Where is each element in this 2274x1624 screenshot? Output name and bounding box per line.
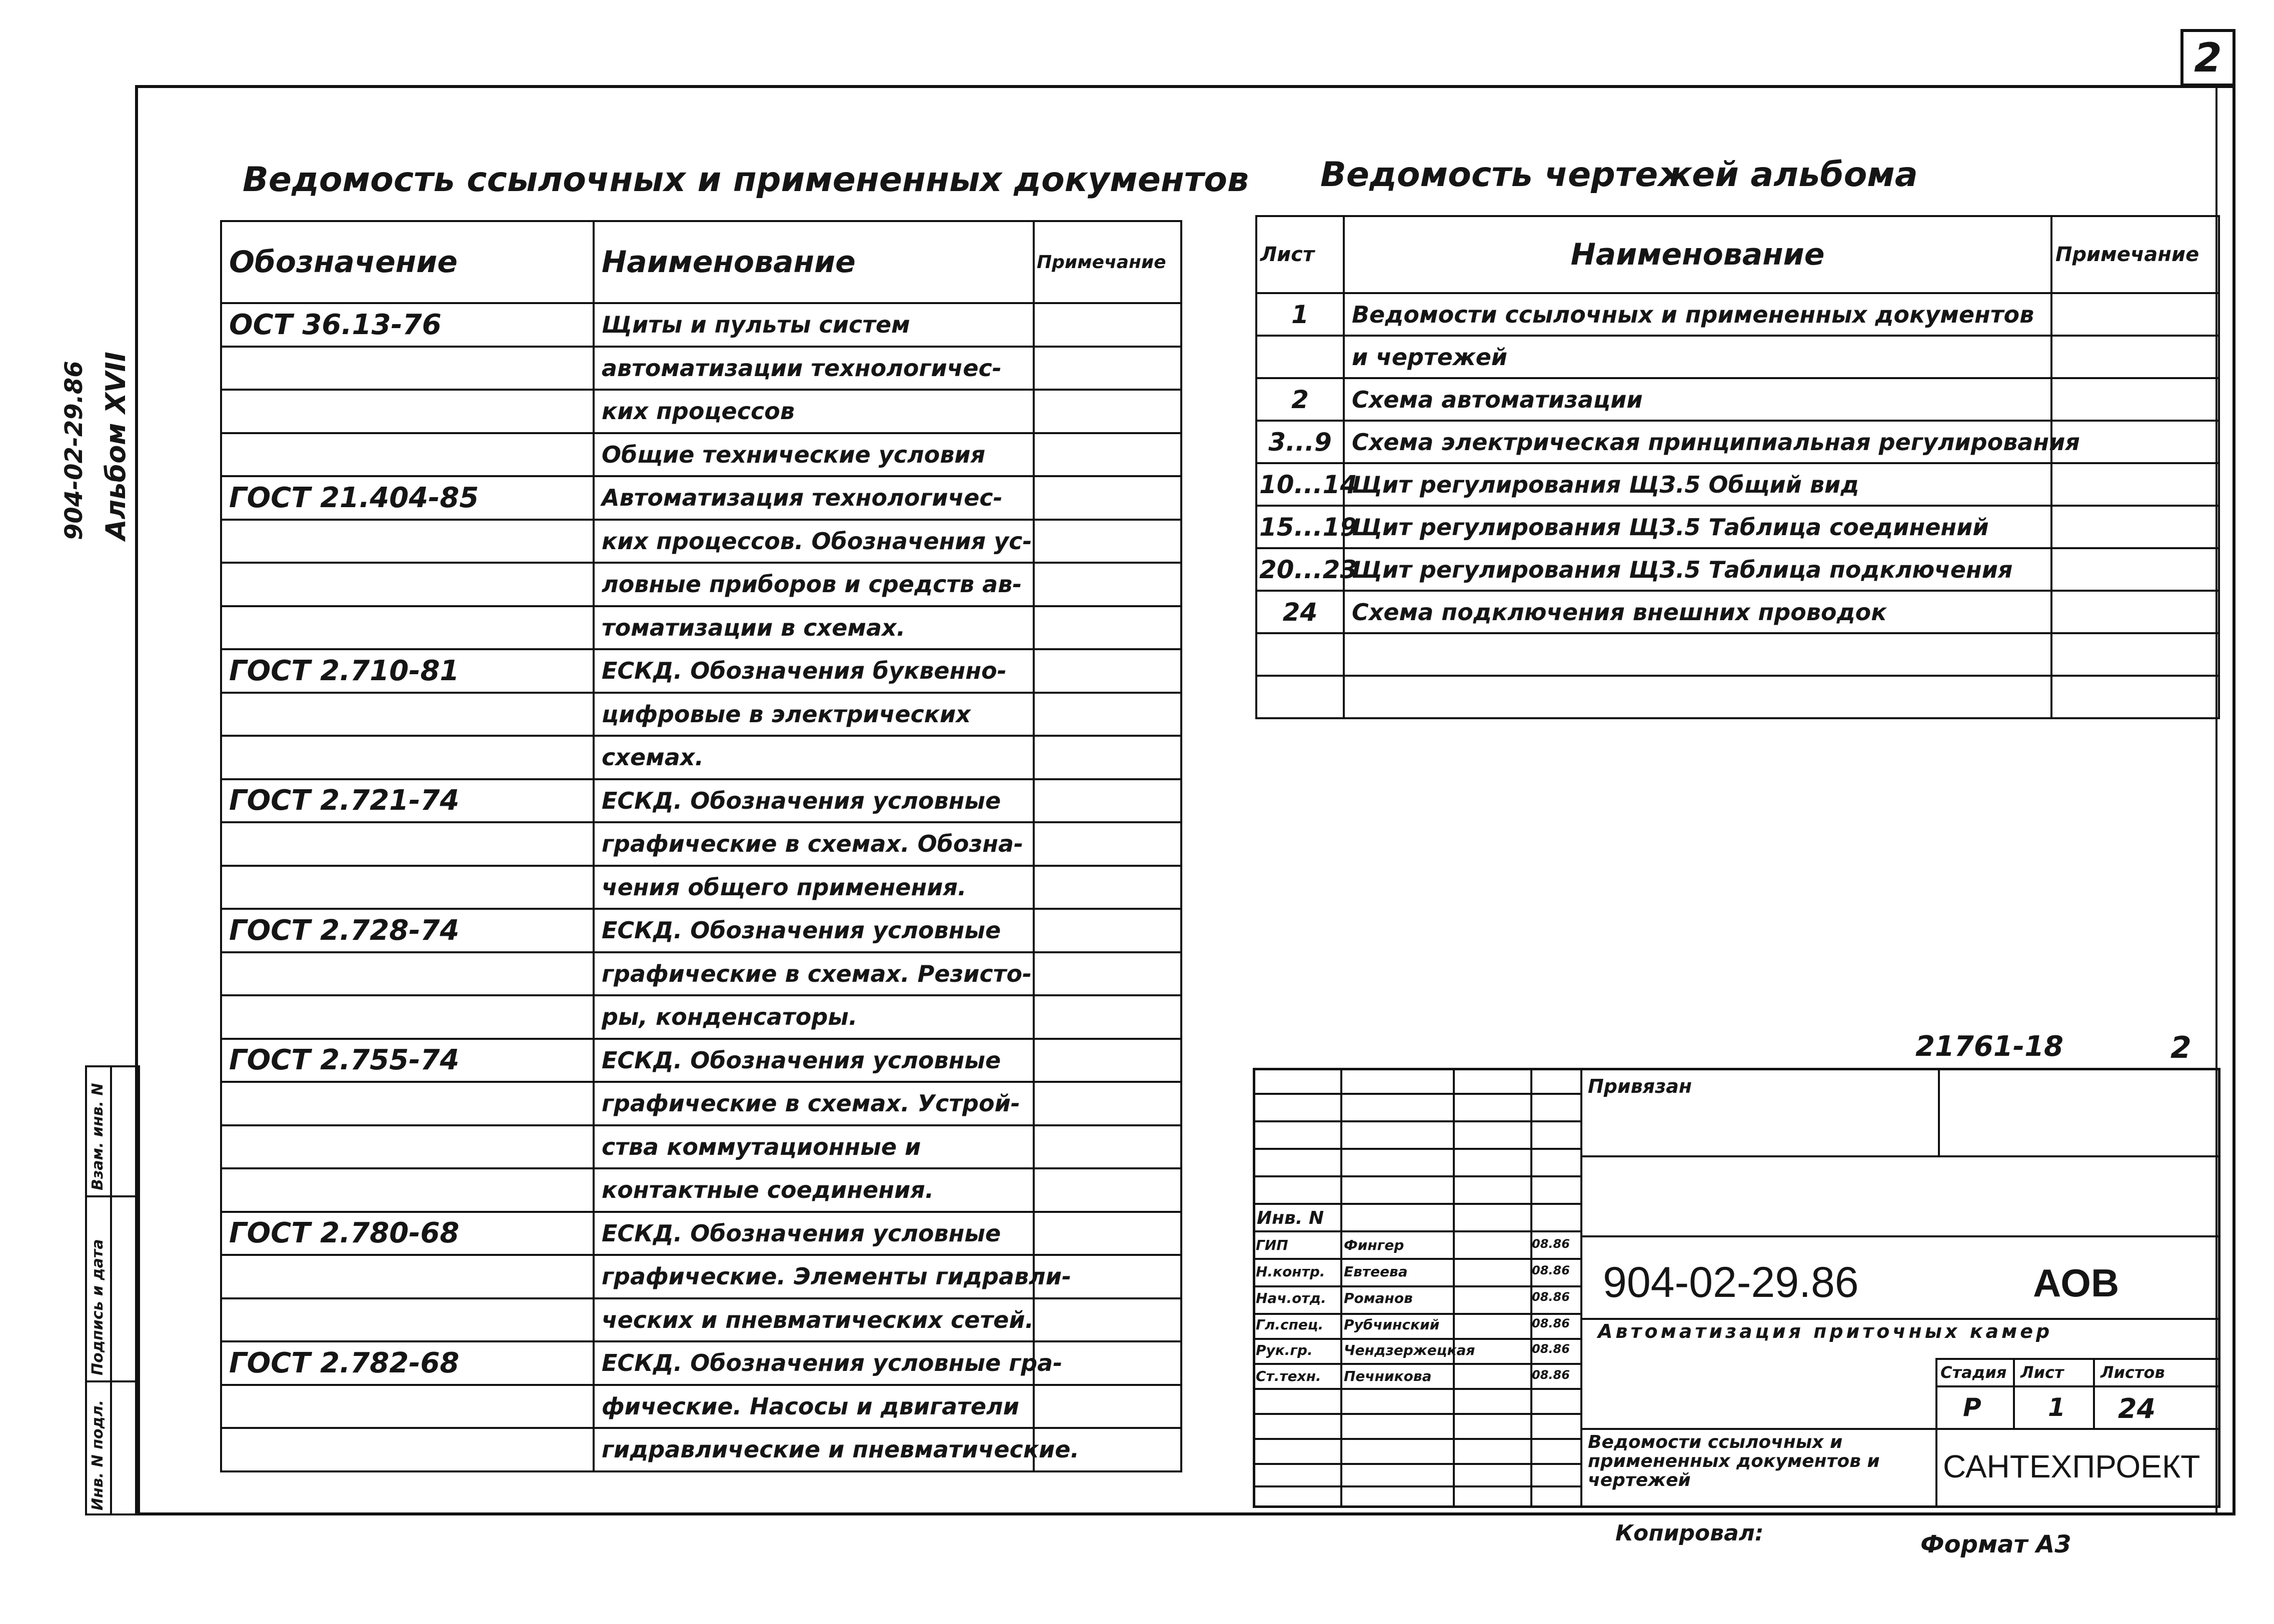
refs-cell: томатизации в схемах. bbox=[594, 606, 1034, 650]
refs-cell: ЕСКД. Обозначения условные гра- bbox=[594, 1341, 1034, 1385]
refs-row bbox=[221, 433, 1181, 477]
tb-grid bbox=[1253, 1148, 1580, 1150]
drawings-cell: Щит регулирования ЩЗ.5 Общий вид bbox=[1344, 463, 2051, 506]
refs-row bbox=[221, 736, 1181, 779]
drawings-cell: Ведомости ссылочных и примененных документов bbox=[1344, 293, 2051, 336]
refs-cell: графические в схемах. Устрой- bbox=[594, 1082, 1034, 1125]
drawings-cell bbox=[1256, 336, 1344, 378]
refs-row bbox=[221, 693, 1181, 736]
refs-cell: ЕСКД. Обозначения буквенно- bbox=[594, 649, 1034, 693]
refs-table bbox=[220, 220, 1182, 1472]
tb-grid bbox=[1580, 1155, 2220, 1157]
refs-cell bbox=[221, 347, 594, 390]
refs-cell: контактные соединения. bbox=[594, 1168, 1034, 1212]
refs-row bbox=[221, 563, 1181, 606]
refs-row bbox=[221, 347, 1181, 390]
staff-name: Евтеева bbox=[1344, 1263, 1408, 1280]
refs-cell bbox=[1034, 822, 1181, 866]
drawings-cell bbox=[2051, 463, 2219, 506]
refs-row bbox=[221, 1385, 1181, 1428]
inv-label: Инв. N bbox=[1257, 1208, 1324, 1228]
refs-cell: ких процессов. Обозначения ус- bbox=[594, 520, 1034, 563]
tb-grid bbox=[1253, 1338, 1580, 1340]
refs-cell: графические. Элементы гидравли- bbox=[594, 1255, 1034, 1298]
staff-role: Ст.техн. bbox=[1256, 1368, 1321, 1384]
tb-grid bbox=[1253, 1175, 1580, 1177]
drawings-row bbox=[1256, 506, 2219, 548]
tb-grid bbox=[1253, 1285, 1580, 1287]
refs-cell bbox=[221, 1255, 594, 1298]
refs-row bbox=[221, 476, 1181, 520]
refs-cell: ГОСТ 2.755-74 bbox=[221, 1039, 594, 1082]
refs-cell: Щиты и пульты систем bbox=[594, 303, 1034, 347]
margin-label-replace: Взам. инв. N bbox=[89, 1083, 107, 1190]
drawings-cell bbox=[2051, 676, 2219, 718]
refs-cell: фические. Насосы и двигатели bbox=[594, 1385, 1034, 1428]
staff-role: ГИП bbox=[1256, 1237, 1288, 1253]
drawings-cell: 1 bbox=[1256, 293, 1344, 336]
page-number: 2 bbox=[2180, 29, 2235, 87]
refs-cell bbox=[1034, 1298, 1181, 1342]
refs-cell bbox=[221, 433, 594, 477]
drawings-table bbox=[1255, 215, 2220, 719]
drawings-cell bbox=[2051, 293, 2219, 336]
refs-row bbox=[221, 1341, 1181, 1385]
refs-cell: Автоматизация технологичес- bbox=[594, 476, 1034, 520]
refs-row bbox=[221, 606, 1181, 650]
refs-cell: ГОСТ 2.721-74 bbox=[221, 779, 594, 823]
refs-cell bbox=[221, 1125, 594, 1169]
tb-grid bbox=[2093, 1358, 2095, 1428]
drawings-row bbox=[1256, 548, 2219, 591]
refs-row bbox=[221, 1298, 1181, 1342]
refs-cell bbox=[1034, 779, 1181, 823]
tb-grid bbox=[1253, 1313, 1580, 1315]
approval-strip-divider bbox=[85, 1380, 140, 1382]
refs-cell bbox=[1034, 563, 1181, 606]
refs-cell bbox=[221, 563, 594, 606]
refs-cell bbox=[221, 822, 594, 866]
refs-cell bbox=[221, 606, 594, 650]
drawings-cell: Схема подключения внешних проводок bbox=[1344, 591, 2051, 633]
organization: САНТЕХПРОЕКТ bbox=[1943, 1448, 2200, 1484]
refs-cell: цифровые в электрических bbox=[594, 693, 1034, 736]
refs-row bbox=[221, 520, 1181, 563]
sheets-value: 24 bbox=[2118, 1393, 2156, 1424]
refs-row bbox=[221, 822, 1181, 866]
sheet-value: 1 bbox=[2048, 1393, 2065, 1422]
staff-name: Романов bbox=[1344, 1290, 1413, 1306]
refs-row bbox=[221, 303, 1181, 347]
tb-grid bbox=[1253, 1388, 1580, 1390]
drawings-cell bbox=[1256, 676, 1344, 718]
drawings-cell: Щит регулирования ЩЗ.5 Таблица подключения bbox=[1344, 548, 2051, 591]
drawings-row bbox=[1256, 293, 2219, 336]
refs-cell: ких процессов bbox=[594, 390, 1034, 433]
refs-cell: ловные приборов и средств ав- bbox=[594, 563, 1034, 606]
refs-cell bbox=[1034, 866, 1181, 909]
doc-code: 904-02-29.86 bbox=[1603, 1258, 1859, 1306]
tb-grid bbox=[1253, 1203, 1580, 1205]
drawings-header-note: Примечание bbox=[2051, 216, 2219, 293]
refs-cell: ГОСТ 2.780-68 bbox=[221, 1212, 594, 1255]
refs-header-name: Наименование bbox=[594, 221, 1034, 303]
refs-row bbox=[221, 1428, 1181, 1471]
refs-cell bbox=[1034, 520, 1181, 563]
refs-cell: ЕСКД. Обозначения условные bbox=[594, 909, 1034, 952]
refs-cell bbox=[1034, 649, 1181, 693]
drawings-row bbox=[1256, 591, 2219, 633]
refs-row bbox=[221, 1082, 1181, 1125]
refs-cell bbox=[221, 995, 594, 1039]
refs-cell: ГОСТ 2.728-74 bbox=[221, 909, 594, 952]
drawings-cell: 24 bbox=[1256, 591, 1344, 633]
tb-grid bbox=[1935, 1358, 2220, 1360]
refs-cell: ГОСТ 2.782-68 bbox=[221, 1341, 594, 1385]
sheets-label: Листов bbox=[2100, 1363, 2165, 1382]
refs-cell bbox=[221, 693, 594, 736]
refs-cell: ческих и пневматических сетей. bbox=[594, 1298, 1034, 1342]
tb-grid bbox=[1253, 1413, 1580, 1415]
staff-name: Рубчинский bbox=[1344, 1316, 1440, 1333]
drawings-cell: 3...9 bbox=[1256, 421, 1344, 463]
drawings-cell: 15...19 bbox=[1256, 506, 1344, 548]
margin-label-sign: Подпись и дата bbox=[89, 1239, 107, 1375]
refs-cell bbox=[1034, 303, 1181, 347]
drawings-cell: 20...23 bbox=[1256, 548, 1344, 591]
refs-row bbox=[221, 1039, 1181, 1082]
refs-cell bbox=[1034, 909, 1181, 952]
tb-grid bbox=[1253, 1258, 1580, 1260]
tb-grid bbox=[1253, 1485, 1580, 1487]
tb-grid bbox=[1253, 1120, 1580, 1122]
staff-role: Гл.спец. bbox=[1256, 1316, 1324, 1333]
refs-cell bbox=[1034, 390, 1181, 433]
refs-cell bbox=[221, 1385, 594, 1428]
refs-row bbox=[221, 1168, 1181, 1212]
drawings-cell bbox=[2051, 506, 2219, 548]
margin-label-inv: Инв. N подл. bbox=[89, 1399, 107, 1510]
staff-role: Н.контр. bbox=[1256, 1263, 1325, 1280]
tb-grid bbox=[1253, 1093, 1580, 1095]
refs-cell: ЕСКД. Обозначения условные bbox=[594, 779, 1034, 823]
refs-row bbox=[221, 952, 1181, 996]
refs-row bbox=[221, 995, 1181, 1039]
refs-cell bbox=[221, 736, 594, 779]
tb-grid bbox=[1253, 1438, 1580, 1440]
refs-row bbox=[221, 779, 1181, 823]
staff-role: Нач.отд. bbox=[1256, 1290, 1326, 1306]
drawings-row bbox=[1256, 676, 2219, 718]
refs-cell bbox=[1034, 1082, 1181, 1125]
tb-grid bbox=[1935, 1385, 2220, 1387]
drawings-title: Ведомость чертежей альбома bbox=[1320, 155, 1918, 195]
refs-header-note: Примечание bbox=[1034, 221, 1181, 303]
refs-cell bbox=[1034, 1168, 1181, 1212]
sheet-ref-page: 2 bbox=[2170, 1030, 2191, 1065]
refs-cell bbox=[1034, 1125, 1181, 1169]
refs-cell: графические в схемах. Обозна- bbox=[594, 822, 1034, 866]
refs-cell: чения общего применения. bbox=[594, 866, 1034, 909]
drawings-cell: Схема автоматизации bbox=[1344, 378, 2051, 421]
refs-cell bbox=[221, 1298, 594, 1342]
refs-cell bbox=[1034, 693, 1181, 736]
refs-cell bbox=[221, 1168, 594, 1212]
tb-grid bbox=[2013, 1358, 2015, 1428]
drawings-header-sheet: Лист bbox=[1256, 216, 1344, 293]
tb-grid bbox=[1253, 1463, 1580, 1465]
approval-strip-divider bbox=[85, 1195, 140, 1197]
tb-grid bbox=[1530, 1068, 1532, 1508]
drawings-cell bbox=[1344, 676, 2051, 718]
tb-grid bbox=[1580, 1428, 2220, 1430]
staff-role: Рук.гр. bbox=[1256, 1342, 1313, 1358]
drawings-header-row bbox=[1256, 216, 2219, 293]
staff-name: Печникова bbox=[1344, 1368, 1432, 1384]
approval-strip-divider bbox=[110, 1065, 112, 1515]
doc-mark: АОВ bbox=[2033, 1261, 2119, 1305]
tb-grid bbox=[1253, 1363, 1580, 1365]
drawings-cell bbox=[2051, 591, 2219, 633]
drawings-cell bbox=[1344, 633, 2051, 676]
project-name: Автоматизация приточных камер bbox=[1598, 1320, 2053, 1342]
refs-cell: ОСТ 36.13-76 bbox=[221, 303, 594, 347]
drawings-header-name: Наименование bbox=[1344, 216, 2051, 293]
refs-cell bbox=[1034, 1212, 1181, 1255]
refs-cell bbox=[1034, 952, 1181, 996]
refs-cell bbox=[1034, 1039, 1181, 1082]
refs-cell bbox=[1034, 606, 1181, 650]
tb-grid bbox=[1938, 1068, 1940, 1155]
side-stamp-code: 904-02-29.86 bbox=[60, 361, 88, 540]
refs-cell bbox=[221, 1428, 594, 1471]
drawings-cell: Щит регулирования ЩЗ.5 Таблица соединений bbox=[1344, 506, 2051, 548]
drawings-cell: 10...14 bbox=[1256, 463, 1344, 506]
drawings-row bbox=[1256, 336, 2219, 378]
refs-cell: ЕСКД. Обозначения условные bbox=[594, 1212, 1034, 1255]
tb-grid bbox=[1253, 1230, 1580, 1232]
drawings-cell bbox=[1256, 633, 1344, 676]
tb-grid bbox=[1580, 1235, 2220, 1237]
sheet-label: Лист bbox=[2020, 1363, 2064, 1382]
drawings-row bbox=[1256, 463, 2219, 506]
drawings-row bbox=[1256, 378, 2219, 421]
refs-cell bbox=[1034, 476, 1181, 520]
tb-grid bbox=[1580, 1068, 1582, 1508]
refs-row bbox=[221, 1212, 1181, 1255]
refs-header-designation: Обозначение bbox=[221, 221, 594, 303]
staff-date: 08.86 bbox=[1532, 1342, 1570, 1356]
staff-date: 08.86 bbox=[1532, 1316, 1570, 1330]
refs-cell bbox=[221, 866, 594, 909]
sheet-ref: 21761-18 bbox=[1915, 1030, 2063, 1063]
copied-label: Копировал: bbox=[1615, 1520, 1764, 1546]
refs-cell bbox=[1034, 1385, 1181, 1428]
refs-cell: ры, конденсаторы. bbox=[594, 995, 1034, 1039]
refs-cell bbox=[1034, 736, 1181, 779]
drawings-cell: Схема электрическая принципиальная регулирования bbox=[1344, 421, 2051, 463]
refs-cell: ства коммутационные и bbox=[594, 1125, 1034, 1169]
drawings-cell: 2 bbox=[1256, 378, 1344, 421]
side-stamp-album: Альбом XVII bbox=[100, 352, 132, 540]
refs-cell bbox=[221, 952, 594, 996]
stage-label: Стадия bbox=[1940, 1363, 2007, 1382]
refs-cell: ГОСТ 21.404-85 bbox=[221, 476, 594, 520]
drawings-row bbox=[1256, 421, 2219, 463]
staff-date: 08.86 bbox=[1532, 1368, 1570, 1382]
refs-cell bbox=[221, 520, 594, 563]
drawings-cell bbox=[2051, 548, 2219, 591]
drawings-cell bbox=[2051, 633, 2219, 676]
refs-cell bbox=[1034, 433, 1181, 477]
sheet-title: Ведомости ссылочных и примененных документов и чертежей bbox=[1588, 1432, 1880, 1490]
drawings-cell: и чертежей bbox=[1344, 336, 2051, 378]
refs-cell: Общие технические условия bbox=[594, 433, 1034, 477]
refs-row bbox=[221, 1255, 1181, 1298]
staff-name: Фингер bbox=[1344, 1237, 1404, 1253]
refs-row bbox=[221, 390, 1181, 433]
refs-row bbox=[221, 649, 1181, 693]
staff-date: 08.86 bbox=[1532, 1263, 1570, 1277]
refs-cell bbox=[1034, 995, 1181, 1039]
refs-cell bbox=[1034, 347, 1181, 390]
refs-cell: ГОСТ 2.710-81 bbox=[221, 649, 594, 693]
refs-cell bbox=[221, 1082, 594, 1125]
title-block bbox=[1253, 1068, 2220, 1508]
refs-cell: ЕСКД. Обозначения условные bbox=[594, 1039, 1034, 1082]
tb-grid bbox=[1453, 1068, 1455, 1508]
tb-grid bbox=[1580, 1318, 2220, 1320]
privyazan-label: Привязан bbox=[1588, 1075, 1692, 1097]
refs-cell: схемах. bbox=[594, 736, 1034, 779]
refs-row bbox=[221, 866, 1181, 909]
drawings-row bbox=[1256, 633, 2219, 676]
staff-date: 08.86 bbox=[1532, 1237, 1570, 1251]
drawings-cell bbox=[2051, 378, 2219, 421]
refs-cell: гидравлические и пневматические. bbox=[594, 1428, 1034, 1471]
side-stamp bbox=[60, 320, 145, 560]
refs-header-row bbox=[221, 221, 1181, 303]
refs-title: Ведомость ссылочных и примененных документов bbox=[243, 160, 1249, 200]
staff-date: 08.86 bbox=[1532, 1290, 1570, 1304]
refs-row bbox=[221, 1125, 1181, 1169]
drawings-cell bbox=[2051, 336, 2219, 378]
staff-name: Чендзержецкая bbox=[1344, 1342, 1475, 1358]
refs-row bbox=[221, 909, 1181, 952]
refs-cell bbox=[221, 390, 594, 433]
tb-grid bbox=[1340, 1068, 1342, 1508]
refs-cell: графические в схемах. Резисто- bbox=[594, 952, 1034, 996]
refs-cell: автоматизации технологичес- bbox=[594, 347, 1034, 390]
tb-grid bbox=[1935, 1358, 1937, 1508]
stage-value: Р bbox=[1963, 1393, 1981, 1422]
format-label: Формат А3 bbox=[1920, 1530, 2071, 1558]
